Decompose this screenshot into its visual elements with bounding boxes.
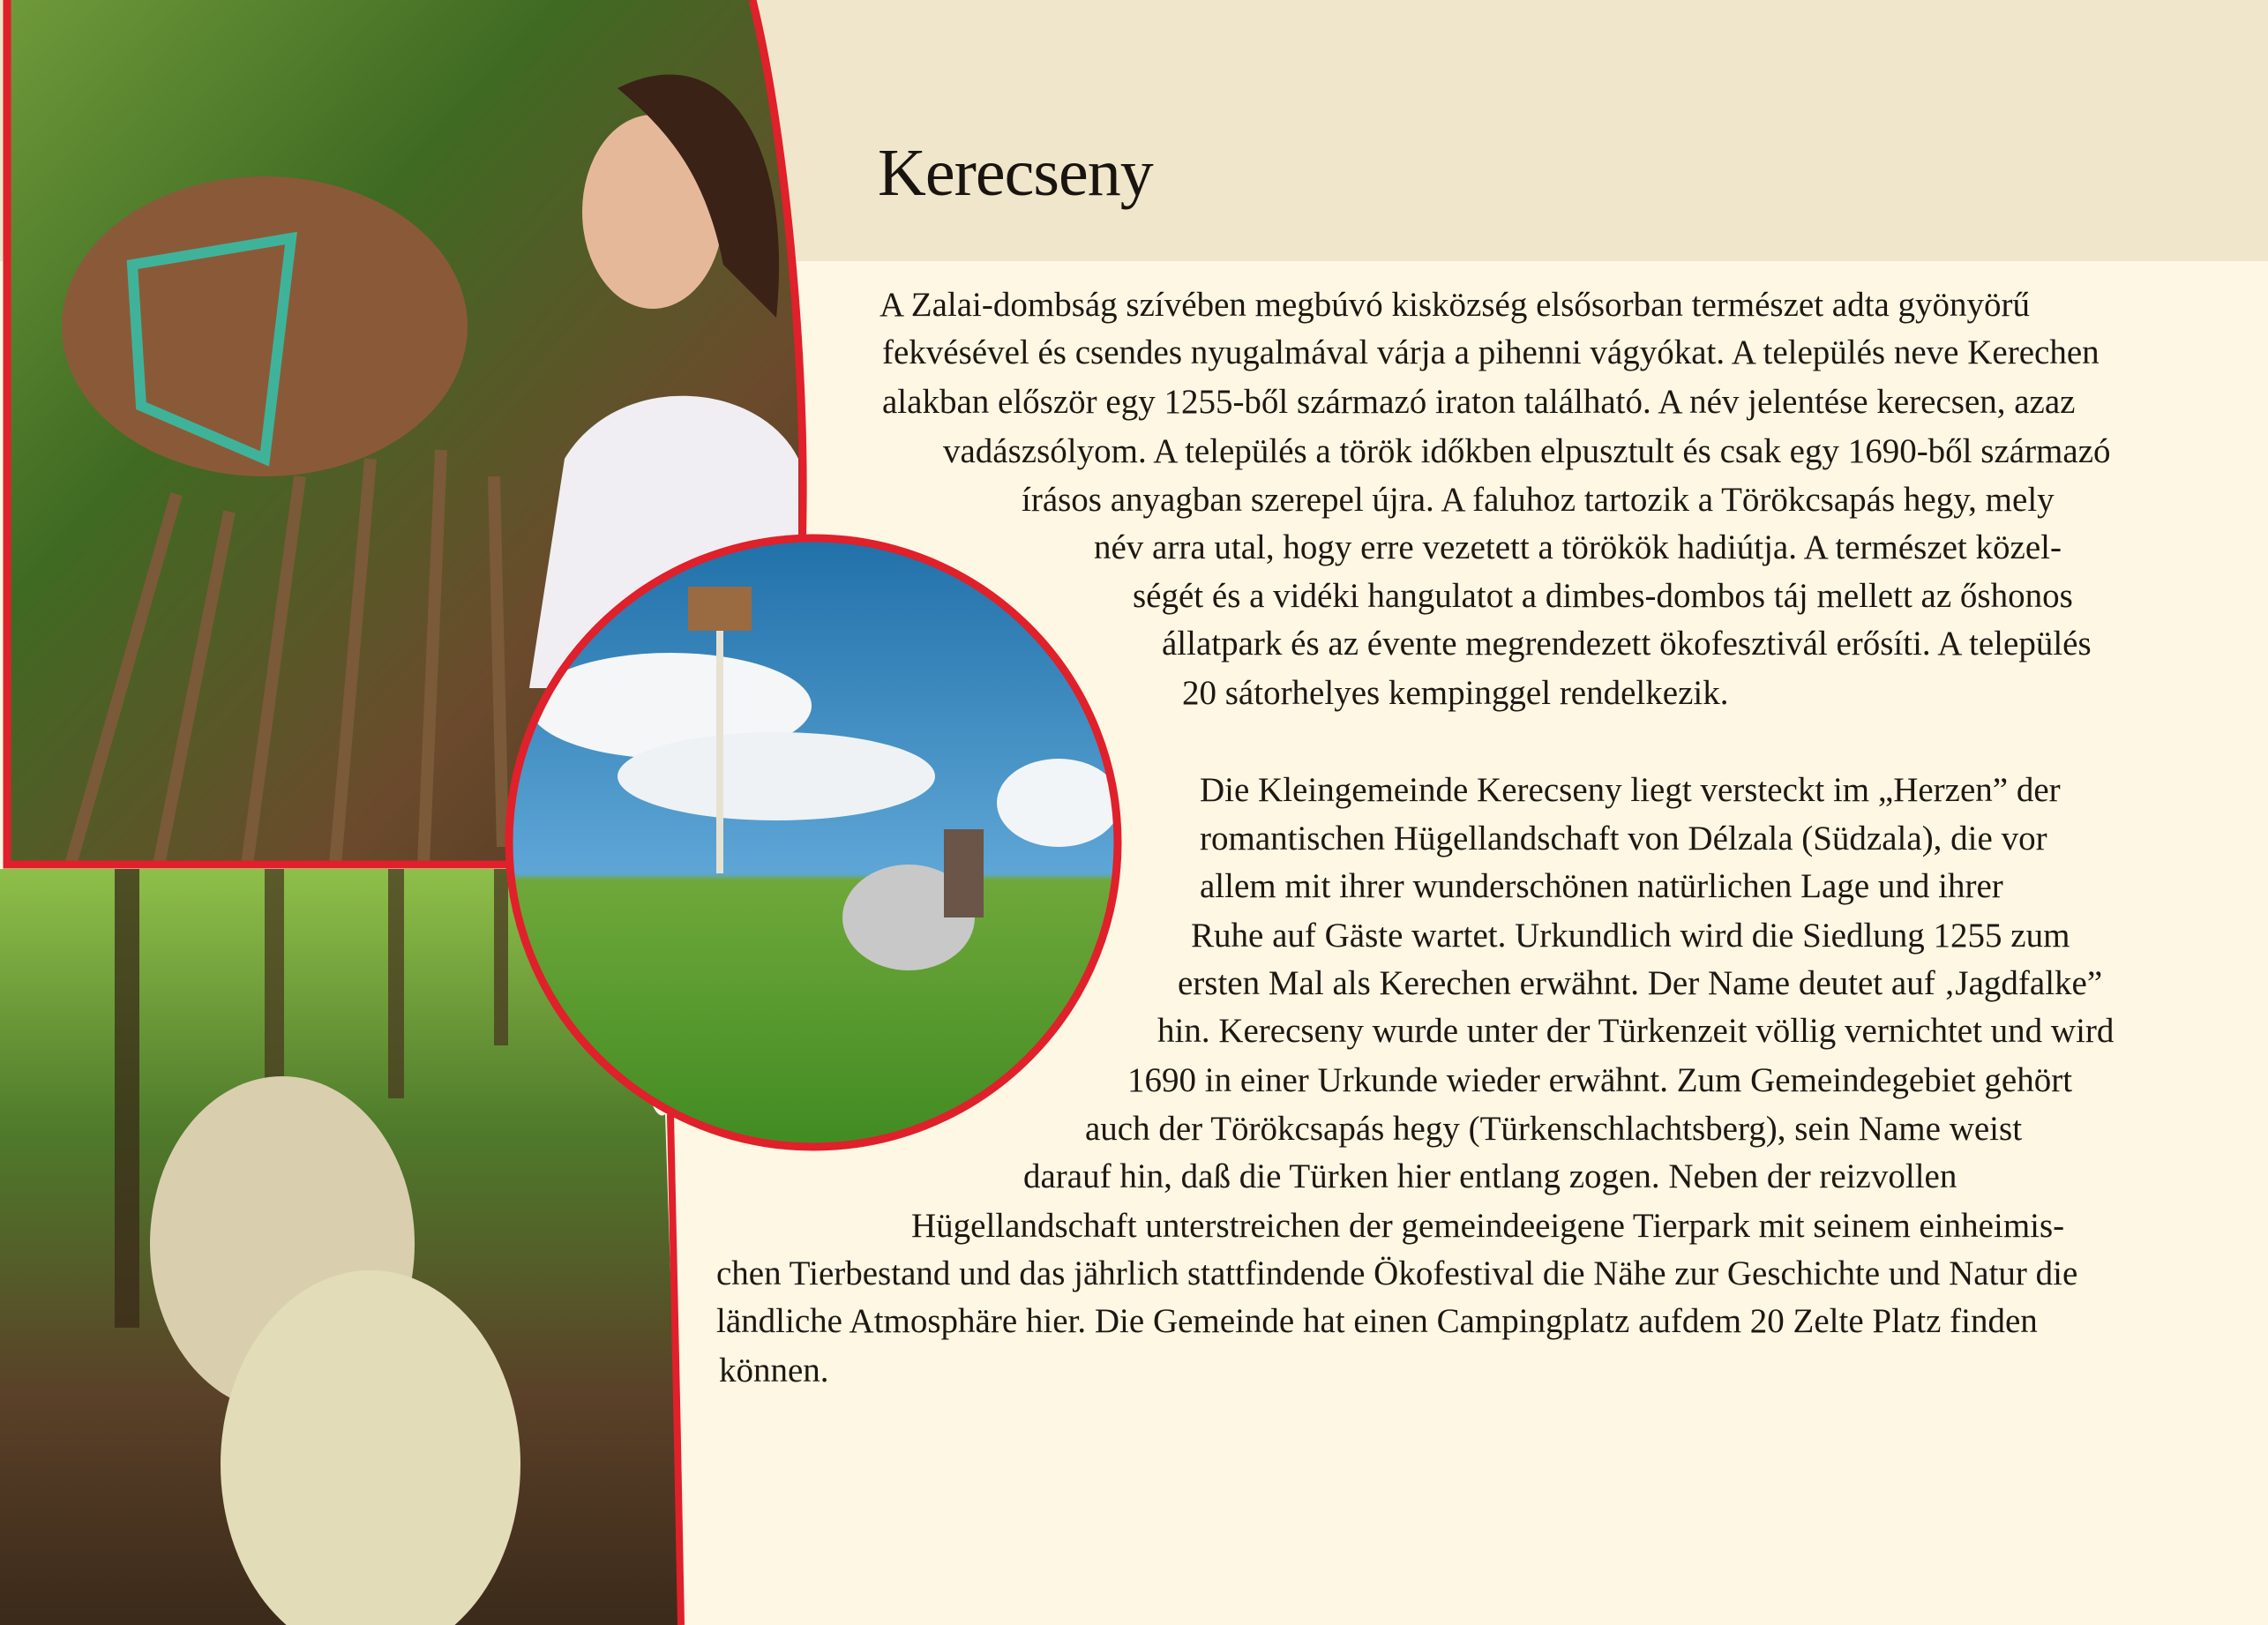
text-line: ségét és a vidéki hangulatot a dimbes-dombos táj mellett az őshonos xyxy=(1133,577,2073,615)
text-line: ländliche Atmosphäre hier. Die Gemeinde hat einen Campingplatz aufdem 20 Zelte Platz finden xyxy=(716,1302,2038,1340)
text-line: chen Tierbestand und das jährlich stattfindende Ökofestival die Nähe zur Geschichte und Natur die xyxy=(716,1254,2078,1292)
text-line: állatpark és az évente megrendezett ökofesztivál erősíti. A település xyxy=(1162,625,2092,663)
text-line: Hügellandschaft unterstreichen der gemeindeeigene Tierpark mit seinem einheimis- xyxy=(911,1207,2065,1245)
text-line: Die Kleingemeinde Kerecseny liegt versteckt im „Herzen” der xyxy=(1200,771,2061,809)
text-line: darauf hin, daß die Türken hier entlang zogen. Neben der reizvollen xyxy=(1023,1157,1957,1195)
text-line: alakban először egy 1255-ből származó iraton található. A név jelentése kerecsen, azaz xyxy=(882,383,2076,421)
birdhouse xyxy=(688,587,752,631)
text-line: ersten Mal als Kerechen erwähnt. Der Name deutet auf ‚Jagdfalke” xyxy=(1178,964,2103,1002)
text-line: hin. Kerecseny wurde unter der Türkenzeit völlig vernichtet und wird xyxy=(1157,1012,2115,1050)
text-line: können. xyxy=(719,1352,829,1389)
text-line: Ruhe auf Gäste wartet. Urkundlich wird die Siedlung 1255 zum xyxy=(1191,917,2070,955)
page-title: Kerecseny xyxy=(878,136,1153,210)
text-line: allem mit ihrer wunderschönen natürlichen Lage und ihrer xyxy=(1200,867,2003,905)
text-line: 1690 in einer Urkunde wieder erwähnt. Zum Gemeindegebiet gehört xyxy=(1127,1061,2073,1099)
text-line: romantischen Hügellandschaft von Délzala (Südzala), die vor xyxy=(1200,820,2047,857)
text-line: auch der Törökcsapás hegy (Türkenschlachtsberg), sein Name weist xyxy=(1085,1110,2023,1148)
text-line: 20 sátorhelyes kempinggel rendelkezik. xyxy=(1182,674,1729,712)
text-line: írásos anyagban szerepel újra. A faluhoz tartozik a Törökcsapás hegy, mely xyxy=(1022,481,2055,519)
text-line: vadászsólyom. A település a török időkben elpusztult és csak egy 1690-ből származó xyxy=(943,432,2111,470)
text-line: fekvésével és csendes nyugalmával várja a pihenni vágyókat. A település neve Kerechen xyxy=(882,333,2100,371)
text-line: név arra utal, hogy erre vezetett a törökök hadiútja. A természet közel- xyxy=(1094,528,2062,566)
text-line: A Zalai-dombság szívében megbúvó kisközség elsősorban természet adta gyönyörű xyxy=(880,286,2030,324)
